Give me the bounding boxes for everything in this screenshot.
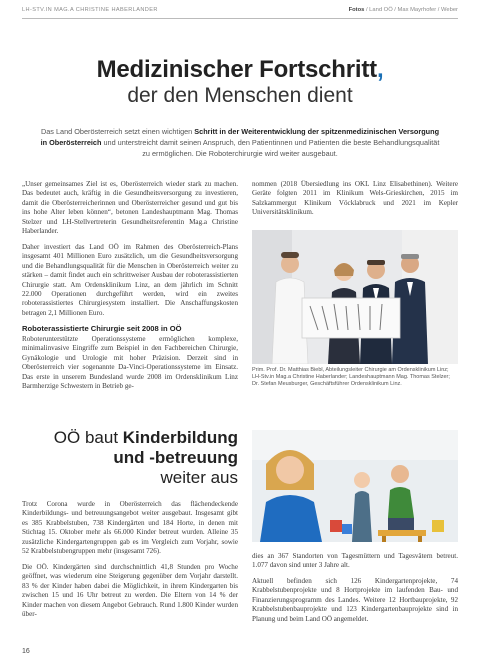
section-title-bold: und -betreuung [113,448,238,467]
group-photo-illustration [252,230,458,364]
children-photo [252,430,458,542]
article-lead [40,126,440,160]
paragraph: dies an 367 Standorten von Tagesmüttern und Tagesvätern betreut. 1.077 davon sind unter 3 Jahre alt. [252,552,458,570]
paragraph: Aktuell befinden sich 126 Kindergartenprojekte, 74 Krabbelstubenprojekte und 8 Hortprojekte im laufenden Bau- und Finanzierungsprogramm des Landes. Weitere 12 Hortbauprojekte, 92 Krabbelstubenbauprojekte und 123 Kindergartenbauprojekte sind in Planung und beim Land OÖ angemeldet. [252,576,458,623]
article-title [0,56,480,84]
photo-credits-text: / Land OÖ / Max Mayrhofer / Weber [364,7,458,13]
paragraph: Daher investiert das Land OÖ im Rahmen des Oberösterreich-Plans insgesamt 401 Millionen Euro zusätzlich, um die Gesundheitsversorgung und die Behandlungsqualität für die Menschen in Oberösterreich weiter zu stärken – damit findet auch ein schrittweiser Ausbau der roboterassistierten Chirurgie statt. Am Ordensklinikum Linz, an dem jährlich im Schnitt 22.000 Operationen durchgeführt werden, wird ein zweites roboterassistiertes Chirurgiesystem installiert. Die Anschaffungskosten betragen 2,1 Millionen Euro. [22,242,238,317]
article-subtitle: der den Menschen dient [127,84,353,107]
article-title-main: Medizinischer Fortschritt [96,56,377,83]
paragraph: nommen (2018 Übersiedlung ins OKL Linz Elisabethinen). Weitere Geräte folgten 2011 im Klinikum Wels-Grieskirchen, 2015 im Salzkammergut Klinikum Vöcklabruck und 2021 im Kepler Universitätsklinikum. [252,180,458,217]
article2-left-column [22,500,238,625]
lead-text-1: Das Land Oberösterreich setzt einen wichtigen [40,127,195,136]
article1-right-column [252,180,458,224]
article1-left-column [22,180,238,398]
paragraph: „Unser gemeinsames Ziel ist es, Oberösterreich wieder stark zu machen. Das bedeutet auch, kräftig in die Gesundheitsversorgung zu investieren, damit die Oberösterreicherinnen und Oberösterreicher gesund und gut bis ins hohe Alter leben können“, betonen Landeshauptmann Mag. Thomas Stelzer und LH-Stellvertreterin Gesundheitsreferentin Mag.a Christine Haberlander. [22,180,238,236]
subheading: Roboterassistierte Chirurgie seit 2008 in OÖ [22,324,182,334]
photo-caption: Prim. Prof. Dr. Matthias Biebl, Abteilungsleiter Chirurgie am Ordensklinikum Linz; LH-Stv.in Mag.a Christine Haberlander; Landeshauptmann Mag. Thomas Stelzer; Dr. Stefan Meusburger, Geschäftsführer Ordensklinikum Linz. [252,367,450,388]
paragraph: Die OÖ. Kindergärten sind durchschnittlich 41,8 Stunden pro Woche geöffnet, was wiederum eine Steigerung gegenüber dem Vorjahr darstellt. 83 % der Kinder haben dabei die Möglichkeit, in ihrem Kindergarten bis zwischen 15 und 16 Uhr betreut zu werden. Die Eltern von 14 % der Kinder machen von diesem Angebot Gebrauch. Rund 1.800 Kinder wurden über- [22,562,238,618]
group-photo [252,230,458,364]
children-photo-illustration [252,430,458,542]
paragraph: Roboterunterstützte Operationssysteme ermöglichen komplexe, minimalinvasive Eingriffe zum Beispiel in den Fachbereichen Chirurgie, Gynäkologie und Urologie mit hoher Präzision. Derzeit sind in Oberösterreich vier sogenannte Da-Vinci-Operationssysteme im Einsatz. Das erste in unserem Bundesland wurde 2008 im Ordensklinikum Linz Barmherzige Schwestern in Betrieb ge- [22,334,238,391]
page-number: 16 [22,648,30,655]
photo-credits-label: Fotos [348,7,365,13]
section-label: LH-STV.IN MAG.A CHRISTINE HABERLANDER [22,7,158,13]
section-title-part: OÖ baut [53,428,123,447]
section-title-line2 [22,448,238,468]
section-title-bold: Kinderbildung [122,428,238,447]
lead-bold: Schritt in der Weiterentwicklung der spitzenmedizinischen Versorgung in Oberösterreich [40,127,440,148]
header-divider [22,18,458,19]
paragraph: Trotz Corona wurde in Oberösterreich das flächendeckende Kinderbildungs- und betreuungsangebot weiter ausgebaut. Insgesamt gibt es 385 Krabbelstuben, 738 Kindergärten und 184 Horte, in denen mit Stichtag 15. Oktober mehr als 66.000 Kinder betreut wurden. Alleine 35 zusätzliche Kindergartengruppen gab es im Vergleich zum Vorjahr, sowie 52 Krabbelstubengruppen mehr (insgesamt 726). [22,500,238,556]
article-title-comma: , [376,56,384,83]
article2-right-column [252,552,458,630]
lead-text-2: und unterstreicht damit seinen Anspruch, den Patientinnen und Patienten die beste Behandlungsqualität zu ermöglichen. Die Roboterchirurgie wird weiter ausgebaut. [101,138,440,159]
section-title-line3: weiter aus [160,468,238,487]
photo-credits [349,7,458,13]
section-title-line1 [22,428,238,448]
